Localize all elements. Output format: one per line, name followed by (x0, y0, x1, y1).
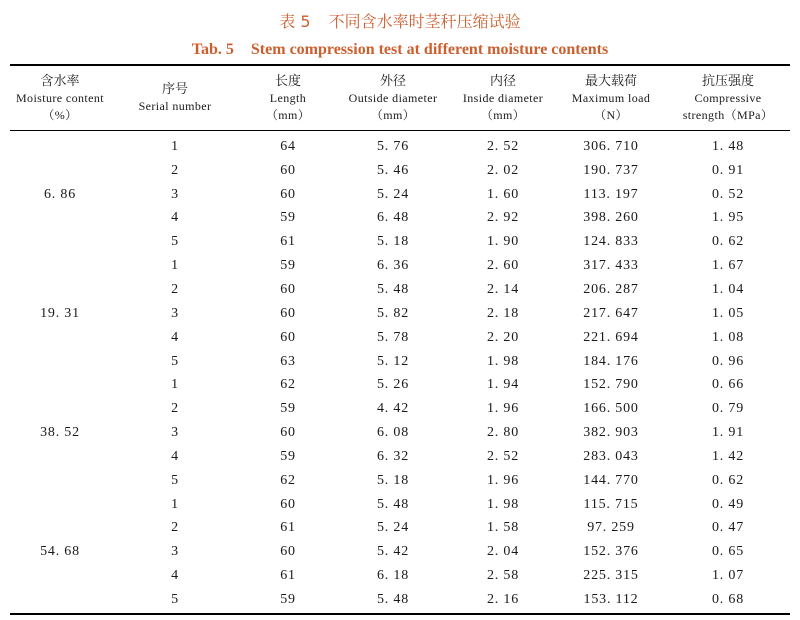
cell-inside-diameter: 2. 16 (487, 591, 519, 607)
cell-outside-diameter: 5. 48 (377, 281, 409, 297)
header-label-zh: 含水率 (40, 73, 80, 89)
cell-inside-diameter: 1. 96 (487, 472, 519, 488)
cell-outside-diameter: 5. 48 (377, 591, 409, 607)
cell-maximum-load: 221. 694 (583, 329, 639, 345)
cell-length: 59 (280, 591, 296, 607)
cell-compressive-strength: 1. 95 (712, 210, 744, 226)
header-label-en: Maximum load (571, 90, 651, 105)
caption-label-zh: 表 5 (279, 12, 311, 31)
table-row (10, 373, 790, 397)
cell-compressive-strength: 0. 79 (712, 401, 744, 417)
table-row (10, 350, 790, 374)
cell-outside-diameter: 6. 48 (377, 210, 409, 226)
table-row (10, 493, 790, 517)
cell-serial-number: 1 (171, 138, 179, 154)
cell-length: 59 (280, 210, 296, 226)
cell-inside-diameter: 2. 58 (487, 568, 519, 584)
cell-compressive-strength: 1. 67 (712, 258, 744, 274)
table-row (10, 207, 790, 231)
cell-maximum-load: 153. 112 (583, 591, 639, 607)
cell-serial-number: 3 (171, 305, 179, 321)
cell-compressive-strength: 1. 07 (712, 568, 744, 584)
caption-label-en: Tab. 5 (191, 41, 234, 58)
cell-compressive-strength: 0. 62 (712, 234, 744, 250)
cell-compressive-strength: 0. 47 (712, 520, 744, 536)
cell-length: 60 (280, 425, 296, 441)
cell-maximum-load: 190. 737 (583, 162, 639, 178)
cell-length: 61 (280, 520, 296, 536)
cell-length: 60 (280, 281, 296, 297)
table-row (10, 564, 790, 588)
cell-maximum-load: 152. 376 (583, 544, 639, 560)
cell-maximum-load: 206. 287 (583, 281, 639, 297)
cell-serial-number: 3 (171, 186, 179, 202)
cell-compressive-strength: 1. 42 (712, 448, 744, 464)
cell-maximum-load: 398. 260 (583, 210, 639, 226)
cell-inside-diameter: 2. 52 (487, 138, 519, 154)
cell-serial-number: 4 (171, 568, 179, 584)
cell-length: 63 (280, 353, 296, 369)
cell-inside-diameter: 1. 94 (487, 377, 519, 393)
table-row (10, 278, 790, 302)
cell-outside-diameter: 5. 12 (377, 353, 409, 369)
header-label-zh: 外径 (379, 73, 406, 89)
cell-serial-number: 2 (171, 520, 179, 536)
table-caption-zh (0, 12, 800, 32)
cell-inside-diameter: 2. 52 (487, 448, 519, 464)
table-row (10, 445, 790, 469)
cell-serial-number: 5 (171, 472, 179, 488)
cell-maximum-load: 217. 647 (583, 305, 639, 321)
cell-maximum-load: 124. 833 (583, 234, 639, 250)
cell-maximum-load: 306. 710 (583, 138, 639, 154)
cell-moisture-content: 19. 31 (40, 305, 80, 321)
table-header-rule (10, 130, 790, 131)
cell-length: 61 (280, 568, 296, 584)
cell-serial-number: 2 (171, 281, 179, 297)
table-row (10, 421, 790, 445)
cell-outside-diameter: 5. 82 (377, 305, 409, 321)
table-row (10, 159, 790, 183)
cell-compressive-strength: 0. 68 (712, 591, 744, 607)
header-outside-diameter (336, 66, 450, 130)
cell-inside-diameter: 2. 04 (487, 544, 519, 560)
cell-outside-diameter: 6. 18 (377, 568, 409, 584)
cell-serial-number: 4 (171, 448, 179, 464)
cell-inside-diameter: 2. 60 (487, 258, 519, 274)
header-row (10, 66, 790, 130)
cell-inside-diameter: 1. 90 (487, 234, 519, 250)
table-row (10, 397, 790, 421)
cell-serial-number: 4 (171, 329, 179, 345)
cell-serial-number: 2 (171, 401, 179, 417)
cell-compressive-strength: 0. 65 (712, 544, 744, 560)
header-label-en: Inside diameter (462, 90, 544, 105)
cell-length: 60 (280, 305, 296, 321)
cell-inside-diameter: 2. 92 (487, 210, 519, 226)
header-label-en: Length (269, 90, 307, 105)
cell-outside-diameter: 6. 32 (377, 448, 409, 464)
cell-serial-number: 1 (171, 496, 179, 512)
cell-outside-diameter: 5. 48 (377, 496, 409, 512)
cell-maximum-load: 166. 500 (583, 401, 639, 417)
table-header (10, 66, 790, 130)
header-label-zh: 序号 (161, 82, 188, 97)
cell-length: 60 (280, 496, 296, 512)
table-rows (10, 135, 790, 612)
cell-maximum-load: 115. 715 (583, 496, 639, 512)
cell-length: 62 (280, 377, 296, 393)
cell-length: 59 (280, 448, 296, 464)
cell-outside-diameter: 5. 18 (377, 472, 409, 488)
header-maximum-load (556, 66, 666, 130)
header-label-zh: 内径 (489, 73, 516, 89)
cell-compressive-strength: 0. 66 (712, 377, 744, 393)
cell-inside-diameter: 1. 98 (487, 496, 519, 512)
cell-compressive-strength: 0. 52 (712, 186, 744, 202)
cell-maximum-load: 97. 259 (587, 520, 635, 536)
cell-outside-diameter: 5. 42 (377, 544, 409, 560)
cell-serial-number: 1 (171, 377, 179, 393)
table-bottom-rule (10, 613, 790, 615)
cell-outside-diameter: 6. 36 (377, 258, 409, 274)
header-label-en: Outside diameter (348, 90, 438, 105)
cell-inside-diameter: 2. 20 (487, 329, 519, 345)
table-row (10, 183, 790, 207)
cell-length: 61 (280, 234, 296, 250)
header-unit: strength（MPa） (682, 107, 774, 122)
cell-inside-diameter: 1. 58 (487, 520, 519, 536)
cell-serial-number: 3 (171, 425, 179, 441)
header-label-zh: 最大载荷 (584, 73, 637, 89)
cell-length: 60 (280, 544, 296, 560)
header-label-zh: 抗压强度 (701, 73, 754, 89)
cell-inside-diameter: 2. 02 (487, 162, 519, 178)
cell-length: 60 (280, 329, 296, 345)
header-label-en: Compressive (694, 90, 762, 105)
cell-compressive-strength: 1. 08 (712, 329, 744, 345)
cell-compressive-strength: 0. 49 (712, 496, 744, 512)
cell-inside-diameter: 2. 80 (487, 425, 519, 441)
header-inside-diameter (450, 66, 556, 130)
cell-compressive-strength: 1. 48 (712, 138, 744, 154)
cell-length: 60 (280, 162, 296, 178)
cell-compressive-strength: 1. 91 (712, 425, 744, 441)
table-row (10, 135, 790, 159)
cell-outside-diameter: 5. 78 (377, 329, 409, 345)
cell-maximum-load: 283. 043 (583, 448, 639, 464)
cell-inside-diameter: 1. 60 (487, 186, 519, 202)
table-caption-en (0, 40, 800, 60)
header-unit: （mm） (265, 107, 311, 122)
cell-outside-diameter: 4. 42 (377, 401, 409, 417)
cell-length: 60 (280, 186, 296, 202)
cell-length: 62 (280, 472, 296, 488)
caption-title-en: Stem compression test at different moisture contents (250, 41, 609, 58)
cell-inside-diameter: 2. 14 (487, 281, 519, 297)
cell-serial-number: 4 (171, 210, 179, 226)
header-length (240, 66, 336, 130)
cell-inside-diameter: 1. 96 (487, 401, 519, 417)
table-row (10, 540, 790, 564)
caption-title-zh: 不同含水率时茎秆压缩试验 (328, 12, 521, 31)
cell-compressive-strength: 0. 96 (712, 353, 744, 369)
header-unit: （N） (594, 107, 628, 122)
cell-maximum-load: 113. 197 (583, 186, 639, 202)
cell-serial-number: 2 (171, 162, 179, 178)
header-label-en: Moisture content (15, 90, 105, 105)
table-body (10, 135, 790, 612)
header-unit: （%） (42, 107, 78, 122)
header-unit: （mm） (370, 107, 416, 122)
table-row (10, 230, 790, 254)
header-compressive-strength (666, 66, 790, 130)
header-serial-number (110, 66, 240, 130)
cell-outside-diameter: 5. 46 (377, 162, 409, 178)
header-moisture-content (10, 66, 110, 130)
header-label-en: Serial number (138, 99, 212, 113)
cell-serial-number: 5 (171, 353, 179, 369)
cell-outside-diameter: 5. 26 (377, 377, 409, 393)
cell-compressive-strength: 0. 91 (712, 162, 744, 178)
cell-length: 59 (280, 401, 296, 417)
cell-maximum-load: 225. 315 (583, 568, 639, 584)
cell-maximum-load: 152. 790 (583, 377, 639, 393)
header-unit: （mm） (480, 107, 526, 122)
cell-length: 64 (280, 138, 296, 154)
cell-compressive-strength: 1. 04 (712, 281, 744, 297)
cell-inside-diameter: 2. 18 (487, 305, 519, 321)
table-row (10, 254, 790, 278)
table-row (10, 302, 790, 326)
cell-compressive-strength: 1. 05 (712, 305, 744, 321)
cell-moisture-content: 54. 68 (40, 544, 80, 560)
cell-moisture-content: 6. 86 (44, 186, 76, 202)
cell-outside-diameter: 5. 76 (377, 138, 409, 154)
cell-compressive-strength: 0. 62 (712, 472, 744, 488)
table-row (10, 469, 790, 493)
header-label-zh: 长度 (274, 73, 301, 89)
cell-serial-number: 5 (171, 591, 179, 607)
cell-moisture-content: 38. 52 (40, 425, 80, 441)
cell-outside-diameter: 6. 08 (377, 425, 409, 441)
cell-serial-number: 1 (171, 258, 179, 274)
cell-inside-diameter: 1. 98 (487, 353, 519, 369)
cell-outside-diameter: 5. 18 (377, 234, 409, 250)
cell-maximum-load: 184. 176 (583, 353, 639, 369)
cell-maximum-load: 144. 770 (583, 472, 639, 488)
table-row (10, 326, 790, 350)
cell-maximum-load: 317. 433 (583, 258, 639, 274)
table-row (10, 517, 790, 541)
table-row (10, 588, 790, 612)
cell-outside-diameter: 5. 24 (377, 186, 409, 202)
cell-serial-number: 5 (171, 234, 179, 250)
cell-serial-number: 3 (171, 544, 179, 560)
cell-maximum-load: 382. 903 (583, 425, 639, 441)
cell-length: 59 (280, 258, 296, 274)
cell-outside-diameter: 5. 24 (377, 520, 409, 536)
